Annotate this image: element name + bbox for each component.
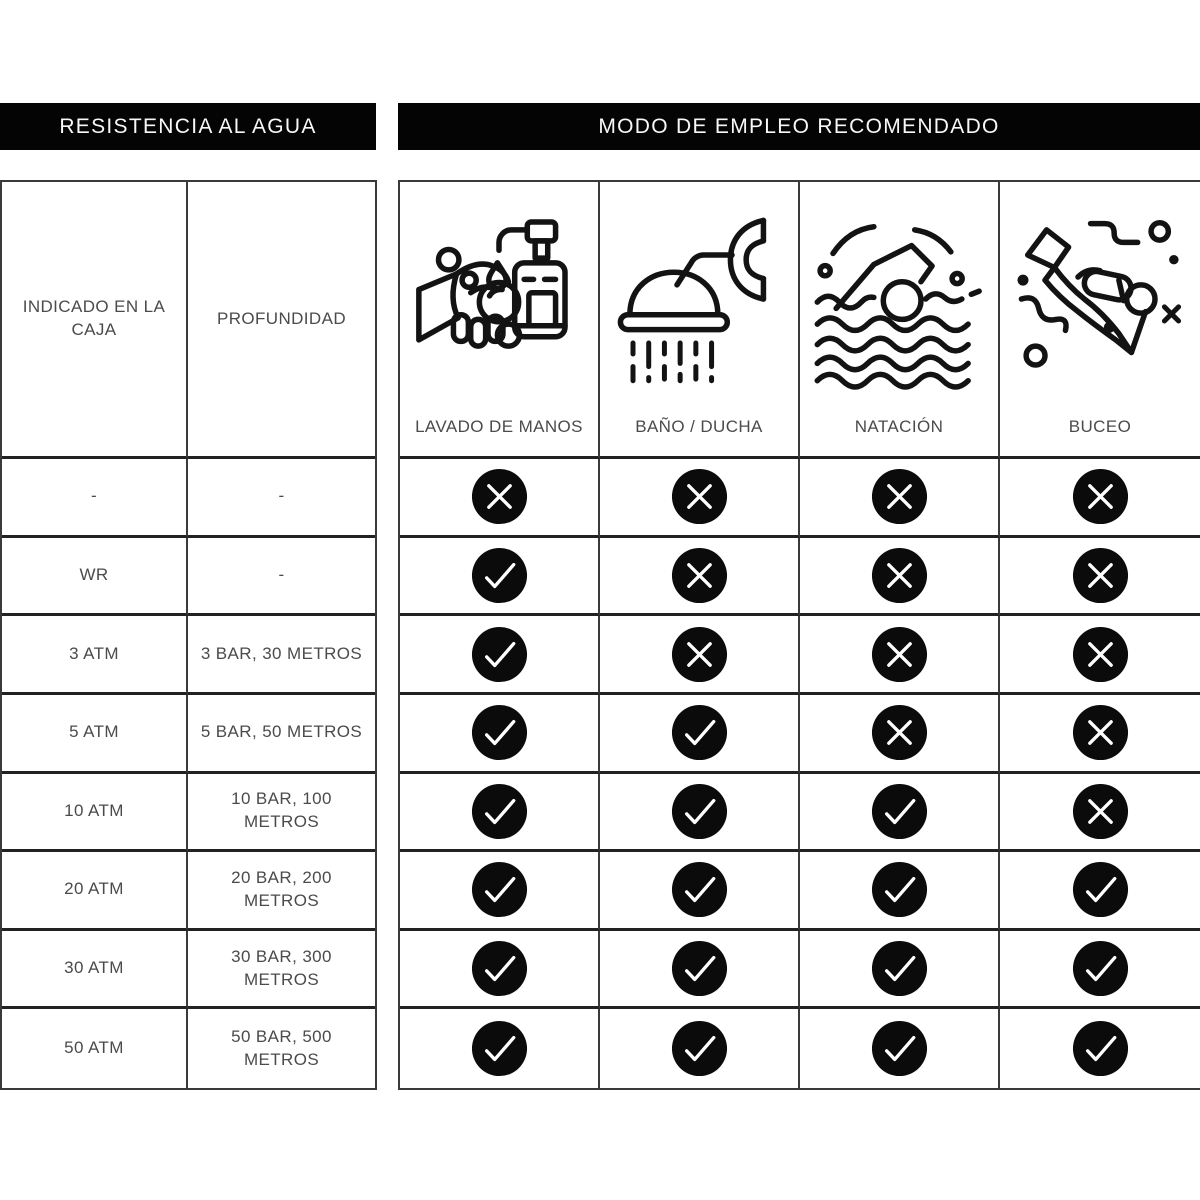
usage-cell [800, 1009, 1000, 1088]
usage-cell [800, 852, 1000, 931]
usage-cell [600, 538, 800, 617]
usage-cell [600, 616, 800, 695]
check-icon [871, 860, 928, 919]
cross-icon [871, 625, 928, 684]
depth-cell [188, 616, 375, 695]
box-rating-cell [2, 459, 188, 538]
usage-cell [600, 931, 800, 1010]
activity-label-handwash: LAVADO DE MANOS [415, 417, 583, 437]
activity-header-diving [1000, 182, 1200, 459]
depth-cell [188, 1009, 375, 1088]
activity-header-handwash [400, 182, 600, 459]
cross-icon [671, 625, 728, 684]
usage-cell [1000, 931, 1200, 1010]
check-icon [671, 782, 728, 841]
activity-header-shower [600, 182, 800, 459]
usage-cell [400, 774, 600, 853]
depth-value: 10 BAR, 100 METROS [231, 789, 332, 832]
column-header-box-label: INDICADO EN LA CAJA [22, 297, 166, 339]
handwash-icon [400, 182, 598, 416]
usage-cell [400, 695, 600, 774]
depth-value: 5 BAR, 50 METROS [200, 722, 363, 742]
check-icon [671, 1019, 728, 1078]
depth-value: 50 BAR, 500 METROS [231, 1026, 332, 1069]
usage-cell [800, 774, 1000, 853]
usage-cell [400, 459, 600, 538]
check-icon [471, 625, 528, 684]
usage-cell [800, 459, 1000, 538]
depth-value: - [278, 564, 285, 584]
depth-value: 30 BAR, 300 METROS [231, 946, 332, 989]
cross-icon [1072, 467, 1129, 526]
cross-icon [671, 467, 728, 526]
usage-cell [400, 931, 600, 1010]
check-icon [471, 782, 528, 841]
check-icon [871, 1019, 928, 1078]
cross-icon [671, 546, 728, 605]
cross-icon [1072, 703, 1129, 762]
cross-icon [1072, 782, 1129, 841]
depth-cell [188, 774, 375, 853]
box-rating-cell [2, 774, 188, 853]
usage-cell [800, 695, 1000, 774]
shower-icon [600, 182, 798, 416]
box-rating-value: 50 ATM [64, 1038, 124, 1058]
usage-cell [600, 459, 800, 538]
usage-cell [1000, 774, 1200, 853]
box-rating-cell [2, 538, 188, 617]
depth-cell [188, 538, 375, 617]
box-rating-cell [2, 695, 188, 774]
usage-title: MODO DE EMPLEO RECOMENDADO [598, 114, 1000, 138]
box-rating-cell [2, 931, 188, 1010]
check-icon [471, 1019, 528, 1078]
swimming-icon [800, 182, 998, 416]
usage-table [398, 180, 1200, 1090]
cross-icon [871, 467, 928, 526]
check-icon [471, 703, 528, 762]
cross-icon [1072, 625, 1129, 684]
usage-cell [400, 1009, 600, 1088]
box-rating-cell [2, 852, 188, 931]
depth-cell [188, 852, 375, 931]
box-rating-value: 10 ATM [64, 800, 124, 820]
usage-cell [1000, 459, 1200, 538]
depth-cell [188, 459, 375, 538]
usage-cell [1000, 852, 1200, 931]
check-icon [671, 939, 728, 998]
check-icon [1072, 860, 1129, 919]
box-rating-value: 5 ATM [69, 722, 119, 742]
usage-header [398, 103, 1200, 150]
check-icon [871, 782, 928, 841]
usage-cell [1000, 538, 1200, 617]
usage-cell [400, 538, 600, 617]
activity-label-diving: BUCEO [1068, 417, 1132, 437]
activity-header-swimming [800, 182, 1000, 459]
usage-cell [600, 774, 800, 853]
column-header-depth [188, 182, 375, 459]
box-rating-cell [2, 616, 188, 695]
depth-cell [188, 931, 375, 1010]
column-header-depth-label: PROFUNDIDAD [216, 308, 347, 328]
box-rating-value: 20 ATM [64, 879, 124, 899]
usage-cell [800, 616, 1000, 695]
check-icon [1072, 1019, 1129, 1078]
box-rating-cell [2, 1009, 188, 1088]
activity-label-swimming: NATACIÓN [854, 417, 944, 437]
water-resistance-title: RESISTENCIA AL AGUA [59, 114, 317, 138]
check-icon [471, 546, 528, 605]
check-icon [471, 860, 528, 919]
cross-icon [471, 467, 528, 526]
check-icon [471, 939, 528, 998]
cross-icon [1072, 546, 1129, 605]
depth-value: - [278, 486, 285, 506]
box-rating-value: WR [79, 564, 109, 584]
depth-value: 20 BAR, 200 METROS [231, 868, 332, 910]
check-icon [871, 939, 928, 998]
check-icon [1072, 939, 1129, 998]
usage-cell [1000, 1009, 1200, 1088]
depth-value: 3 BAR, 30 METROS [200, 643, 363, 663]
usage-cell [1000, 695, 1200, 774]
check-icon [671, 860, 728, 919]
usage-cell [1000, 616, 1200, 695]
usage-cell [600, 1009, 800, 1088]
box-rating-value: - [90, 486, 98, 506]
usage-cell [400, 616, 600, 695]
usage-cell [600, 695, 800, 774]
box-rating-value: 30 ATM [64, 958, 124, 978]
cross-icon [871, 546, 928, 605]
usage-cell [600, 852, 800, 931]
column-header-box [2, 182, 188, 459]
cross-icon [871, 703, 928, 762]
depth-cell [188, 695, 375, 774]
box-rating-value: 3 ATM [69, 643, 119, 663]
check-icon [671, 703, 728, 762]
water-resistance-header [0, 103, 376, 150]
water-resistance-table [0, 180, 377, 1090]
usage-cell [800, 538, 1000, 617]
diving-icon [1000, 182, 1200, 416]
usage-cell [800, 931, 1000, 1010]
activity-label-shower: BAÑO / DUCHA [635, 417, 763, 437]
usage-cell [400, 852, 600, 931]
